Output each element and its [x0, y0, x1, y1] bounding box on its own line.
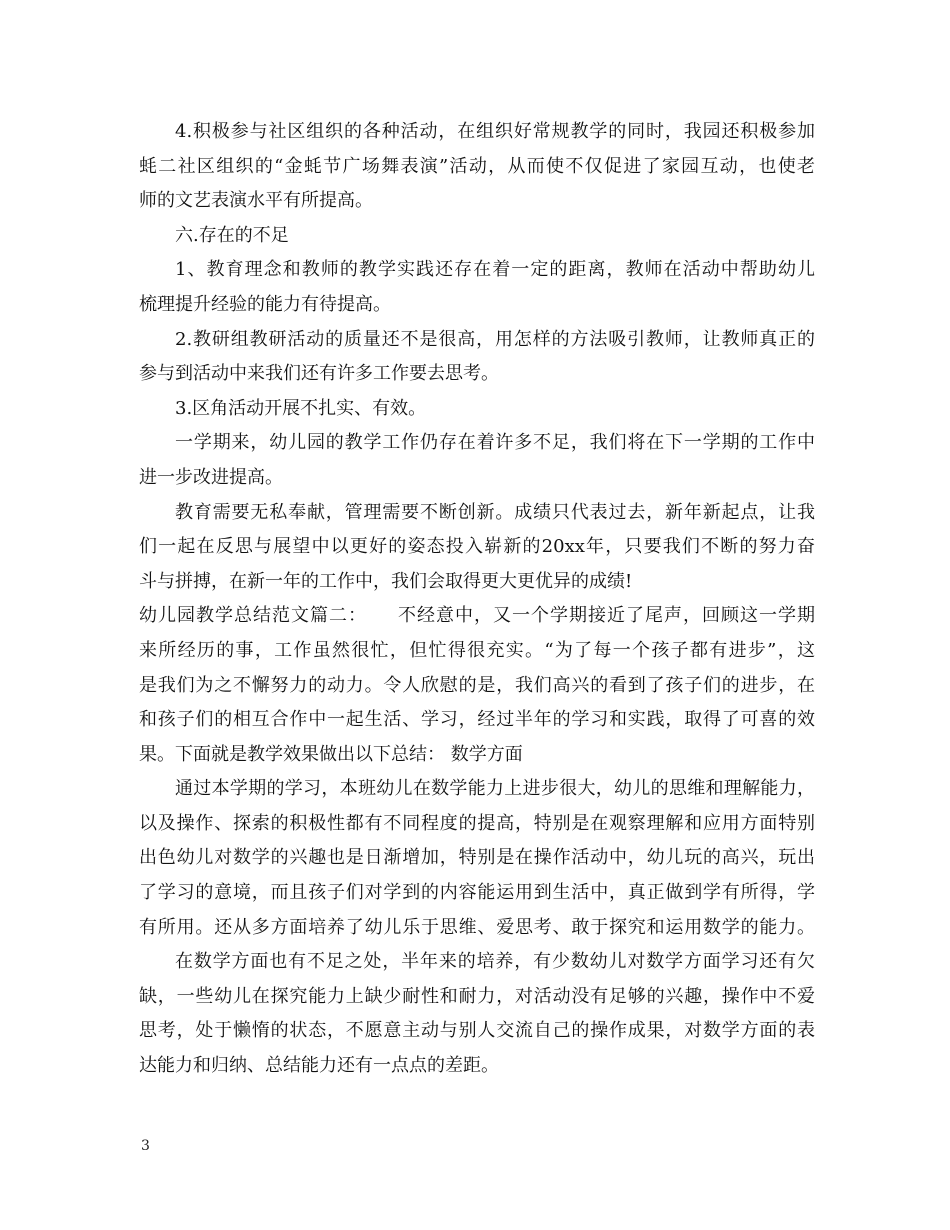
text-line: 出色幼儿对数学的兴趣也是日渐增加，特别是在操作活动中，幼儿玩的高兴，玩出 — [139, 847, 815, 869]
text-line: 4.积极参与社区组织的各种活动，在组织好常规教学的同时，我园还积极参加 — [175, 121, 815, 142]
article-heading-line — [139, 599, 815, 634]
text-line: 缺，一些幼儿在探究能力上缺少耐性和耐力，对活动没有足够的兴趣，操作中不爱 — [139, 985, 815, 1007]
text-line: 2.教研组教研活动的质量还不是很高，用怎样的方法吸引教师，让教师真正的 — [175, 328, 815, 350]
text-line: 们一起在反思与展望中以更好的姿态投入崭新的20xx年，只要我们不断的努力奋 — [139, 536, 815, 558]
text-line: 和孩子们的相互合作中一起生活、学习，经过半年的学习和实践，取得了可喜的效 — [139, 709, 815, 731]
text-run: 不经意中，又一个学期接近了尾声，回顾这一学期 — [397, 605, 815, 627]
text-line: 3.区角活动开展不扎实、有效。 — [175, 397, 427, 419]
article-heading: 幼儿园教学总结范文篇二： — [139, 605, 367, 627]
text-line: 教育需要无私奉献，管理需要不断创新。成绩只代表过去，新年新起点，让我 — [175, 501, 815, 523]
text-line: 思考，处于懒惰的状态，不愿意主动与别人交流自己的操作成果，对数学方面的表 — [139, 1020, 815, 1042]
text-line: 师的文艺表演水平有所提高。 — [139, 190, 373, 212]
text-line: 果。下面就是教学效果做出以下总结： 数学方面 — [139, 743, 523, 765]
text-line: 以及操作、探索的积极性都有不同程度的提高，特别是在观察理解和应用方面特别 — [139, 812, 815, 834]
text-line: 进一步改进提高。 — [139, 466, 283, 488]
text-line: 来所经历的事，工作虽然很忙，但忙得很充实。“为了每一个孩子都有进步”，这 — [139, 639, 815, 661]
text-line: 斗与拼搏，在新一年的工作中，我们会取得更大更优异的成绩! — [139, 570, 633, 592]
text-line: 在数学方面也有不足之处，半年来的培养，有少数幼儿对数学方面学习还有欠 — [175, 951, 815, 973]
text-line: 蚝二社区组织的“金蚝节广场舞表演”活动，从而使不仅促进了家园互动，也使老 — [139, 155, 815, 177]
text-line: 了学习的意境，而且孩子们对学到的内容能运用到生活中，真正做到学有所得，学 — [139, 882, 815, 904]
text-line: 一学期来，幼儿园的教学工作仍存在着许多不足，我们将在下一学期的工作中 — [175, 432, 815, 454]
text-line: 通过本学期的学习，本班幼儿在数学能力上进步很大，幼儿的思维和理解能力， — [175, 778, 815, 800]
document-body — [139, 115, 815, 1084]
text-line: 是我们为之不懈努力的动力。令人欣慰的是，我们高兴的看到了孩子们的进步，在 — [139, 674, 815, 696]
text-line: 参与到活动中来我们还有许多工作要去思考。 — [139, 363, 499, 385]
text-line: 达能力和归纳、总结能力还有一点点的差距。 — [139, 1055, 499, 1077]
text-line: 1、教育理念和教师的教学实践还存在着一定的距离，教师在活动中帮助幼儿 — [175, 259, 815, 281]
text-line: 有所用。还从多方面培养了幼儿乐于思维、爱思考、敢于探究和运用数学的能力。 — [139, 916, 815, 938]
text-line: 梳理提升经验的能力有待提高。 — [139, 293, 391, 315]
page-number: 3 — [141, 1138, 150, 1154]
section-heading: 六.存在的不足 — [175, 224, 289, 246]
